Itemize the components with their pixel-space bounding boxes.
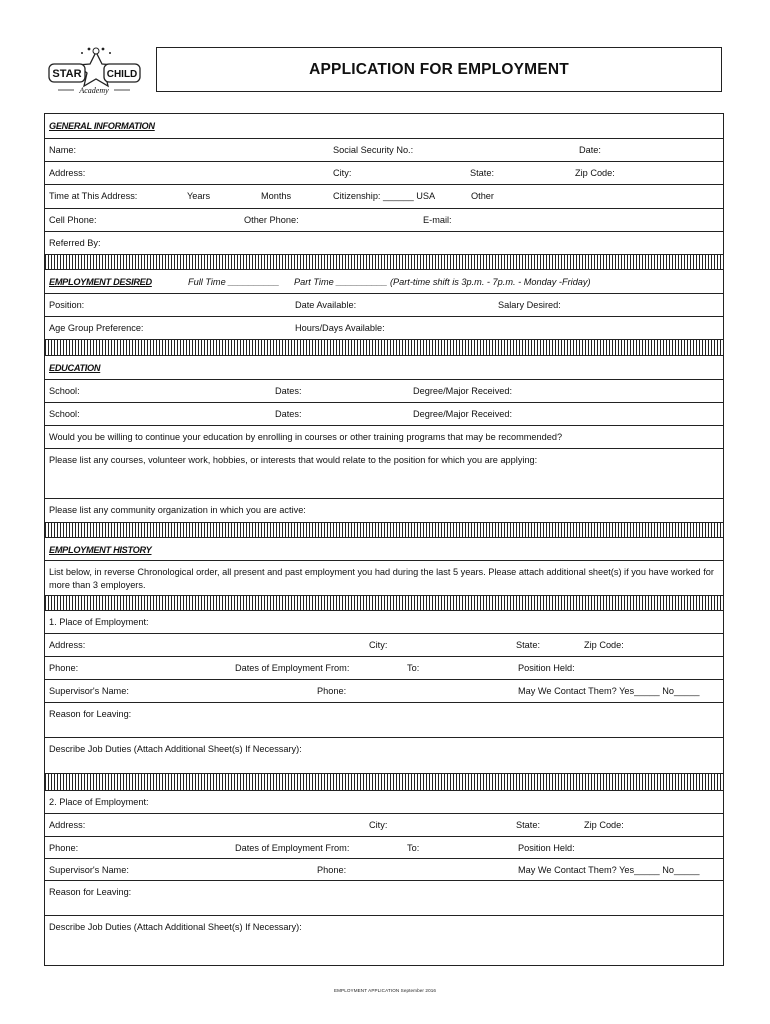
- position-label: Position:: [49, 300, 85, 310]
- employer-address-label: Address:: [49, 640, 86, 650]
- part-time-option[interactable]: Part Time __________ (Part-time shift is 3p.m. - 7p.m. - Monday -Friday): [294, 277, 591, 287]
- logo-child-text: CHILD: [106, 69, 138, 80]
- address-label: Address:: [49, 168, 86, 178]
- referred-by-label: Referred By:: [49, 238, 101, 248]
- general-heading: GENERAL INFORMATION: [49, 121, 155, 131]
- school-row[interactable]: [45, 403, 723, 426]
- employer-place-row[interactable]: [45, 611, 723, 634]
- name-label: Name:: [49, 145, 77, 155]
- phone-row[interactable]: [45, 209, 723, 232]
- supervisor-row[interactable]: [45, 680, 723, 703]
- employer-address-row[interactable]: [45, 634, 723, 657]
- employer-zip-label: Zip Code:: [584, 640, 624, 650]
- age-group-label: Age Group Preference:: [49, 323, 144, 333]
- employer-phone-row[interactable]: [45, 657, 723, 680]
- employer-place-row[interactable]: [45, 791, 723, 814]
- reason-for-leaving-label: Reason for Leaving:: [49, 887, 132, 897]
- dates-label: Dates:: [275, 386, 302, 396]
- position-held-label: Position Held:: [518, 663, 575, 673]
- hatch-divider: [45, 596, 723, 611]
- employer-zip-label: Zip Code:: [584, 820, 624, 830]
- dates-to-label: To:: [407, 663, 420, 673]
- supervisor-row[interactable]: [45, 859, 723, 881]
- job-duties-label: Describe Job Duties (Attach Additional Sheet(s) If Necessary):: [49, 744, 302, 754]
- degree-label: Degree/Major Received:: [413, 386, 513, 396]
- education-heading: EDUCATION: [49, 363, 101, 373]
- city-label: City:: [333, 168, 352, 178]
- job-duties-label: Describe Job Duties (Attach Additional Sheet(s) If Necessary):: [49, 922, 302, 932]
- age-group-row[interactable]: [45, 317, 723, 340]
- may-contact-label: May We Contact Them? Yes_____ No_____: [518, 686, 700, 696]
- cell-phone-label: Cell Phone:: [49, 215, 97, 225]
- continue-education-row[interactable]: [45, 426, 723, 449]
- page-footer: EMPLOYMENT APPLICATION September 2016: [333, 988, 437, 993]
- date-available-label: Date Available:: [295, 300, 357, 310]
- dates-label: Dates:: [275, 409, 302, 419]
- supervisor-label: Supervisor's Name:: [49, 686, 129, 696]
- dates-to-label: To:: [407, 843, 420, 853]
- dates-from-label: Dates of Employment From:: [235, 663, 350, 673]
- hatch-divider: [45, 340, 723, 356]
- hatch-divider: [45, 774, 723, 791]
- page-title: APPLICATION FOR EMPLOYMENT: [309, 60, 569, 78]
- position-row[interactable]: [45, 294, 723, 317]
- years-label: Years: [187, 191, 211, 201]
- logo-graphic: [44, 44, 144, 100]
- reason-row[interactable]: [45, 703, 723, 738]
- full-time-option[interactable]: Full Time __________: [188, 277, 280, 287]
- reason-for-leaving-label: Reason for Leaving:: [49, 709, 132, 719]
- months-label: Months: [261, 191, 292, 201]
- history-heading-row: [45, 538, 723, 561]
- reason-row[interactable]: [45, 881, 723, 916]
- supervisor-phone-label: Phone:: [317, 686, 347, 696]
- name-row[interactable]: [45, 139, 723, 162]
- community-row[interactable]: [45, 499, 723, 523]
- employer-phone-label: Phone:: [49, 663, 79, 673]
- desired-heading: EMPLOYMENT DESIRED: [49, 277, 152, 287]
- may-contact-label: May We Contact Them? Yes_____ No_____: [518, 865, 700, 875]
- history-intro-text: List below, in reverse Chronological order, all present and past employment you had during the last 5 years. Please attach additional sheet(s) if you have worked for more than 3 employers.: [49, 567, 714, 590]
- hours-label: Hours/Days Available:: [295, 323, 385, 333]
- employer-address-row[interactable]: [45, 814, 723, 837]
- desired-heading-row: [45, 270, 723, 294]
- school-label: School:: [49, 386, 80, 396]
- school-row[interactable]: [45, 380, 723, 403]
- position-held-label: Position Held:: [518, 843, 575, 853]
- courses-row[interactable]: [45, 449, 723, 499]
- title-box: [156, 47, 722, 92]
- place-of-employment-label: 2. Place of Employment:: [49, 797, 149, 807]
- history-heading: EMPLOYMENT HISTORY: [49, 545, 152, 555]
- employer-state-label: State:: [516, 820, 541, 830]
- supervisor-phone-label: Phone:: [317, 865, 347, 875]
- logo-academy-text: Academy: [79, 86, 109, 95]
- employer-address-label: Address:: [49, 820, 86, 830]
- hatch-divider: [45, 523, 723, 538]
- time-address-row[interactable]: [45, 185, 723, 209]
- zip-label: Zip Code:: [575, 168, 615, 178]
- history-intro-row: [45, 561, 723, 596]
- degree-label: Degree/Major Received:: [413, 409, 513, 419]
- date-label: Date:: [579, 145, 601, 155]
- email-label: E-mail:: [423, 215, 452, 225]
- education-heading-row: [45, 356, 723, 380]
- citizenship-label: Citizenship: ______ USA: [333, 191, 436, 201]
- referred-row[interactable]: [45, 232, 723, 255]
- employer-phone-row[interactable]: [45, 837, 723, 859]
- employer-state-label: State:: [516, 640, 541, 650]
- star-child-academy-logo: [44, 44, 144, 100]
- state-label: State:: [470, 168, 495, 178]
- community-question: Please list any community organization in which you are active:: [49, 505, 306, 515]
- citizenship-other-label: Other: [471, 191, 494, 201]
- courses-question: Please list any courses, volunteer work, hobbies, or interests that would relate to the position for which you are applying:: [49, 455, 538, 465]
- dates-from-label: Dates of Employment From:: [235, 843, 350, 853]
- application-form: [44, 113, 724, 966]
- continue-education-question: Would you be willing to continue your education by enrolling in courses or other training programs that may be recommended?: [49, 432, 563, 442]
- place-of-employment-label: 1. Place of Employment:: [49, 617, 149, 627]
- supervisor-label: Supervisor's Name:: [49, 865, 129, 875]
- school-label: School:: [49, 409, 80, 419]
- logo-star-text: STAR: [52, 68, 82, 80]
- other-phone-label: Other Phone:: [244, 215, 299, 225]
- general-heading-row: [45, 114, 723, 139]
- duties-row[interactable]: [45, 916, 723, 955]
- employer-phone-label: Phone:: [49, 843, 79, 853]
- ssn-label: Social Security No.:: [333, 145, 414, 155]
- time-at-address-label: Time at This Address:: [49, 191, 138, 201]
- employer-city-label: City:: [369, 820, 388, 830]
- salary-label: Salary Desired:: [498, 300, 561, 310]
- duties-row[interactable]: [45, 738, 723, 774]
- address-row[interactable]: [45, 162, 723, 185]
- hatch-divider: [45, 255, 723, 270]
- employer-city-label: City:: [369, 640, 388, 650]
